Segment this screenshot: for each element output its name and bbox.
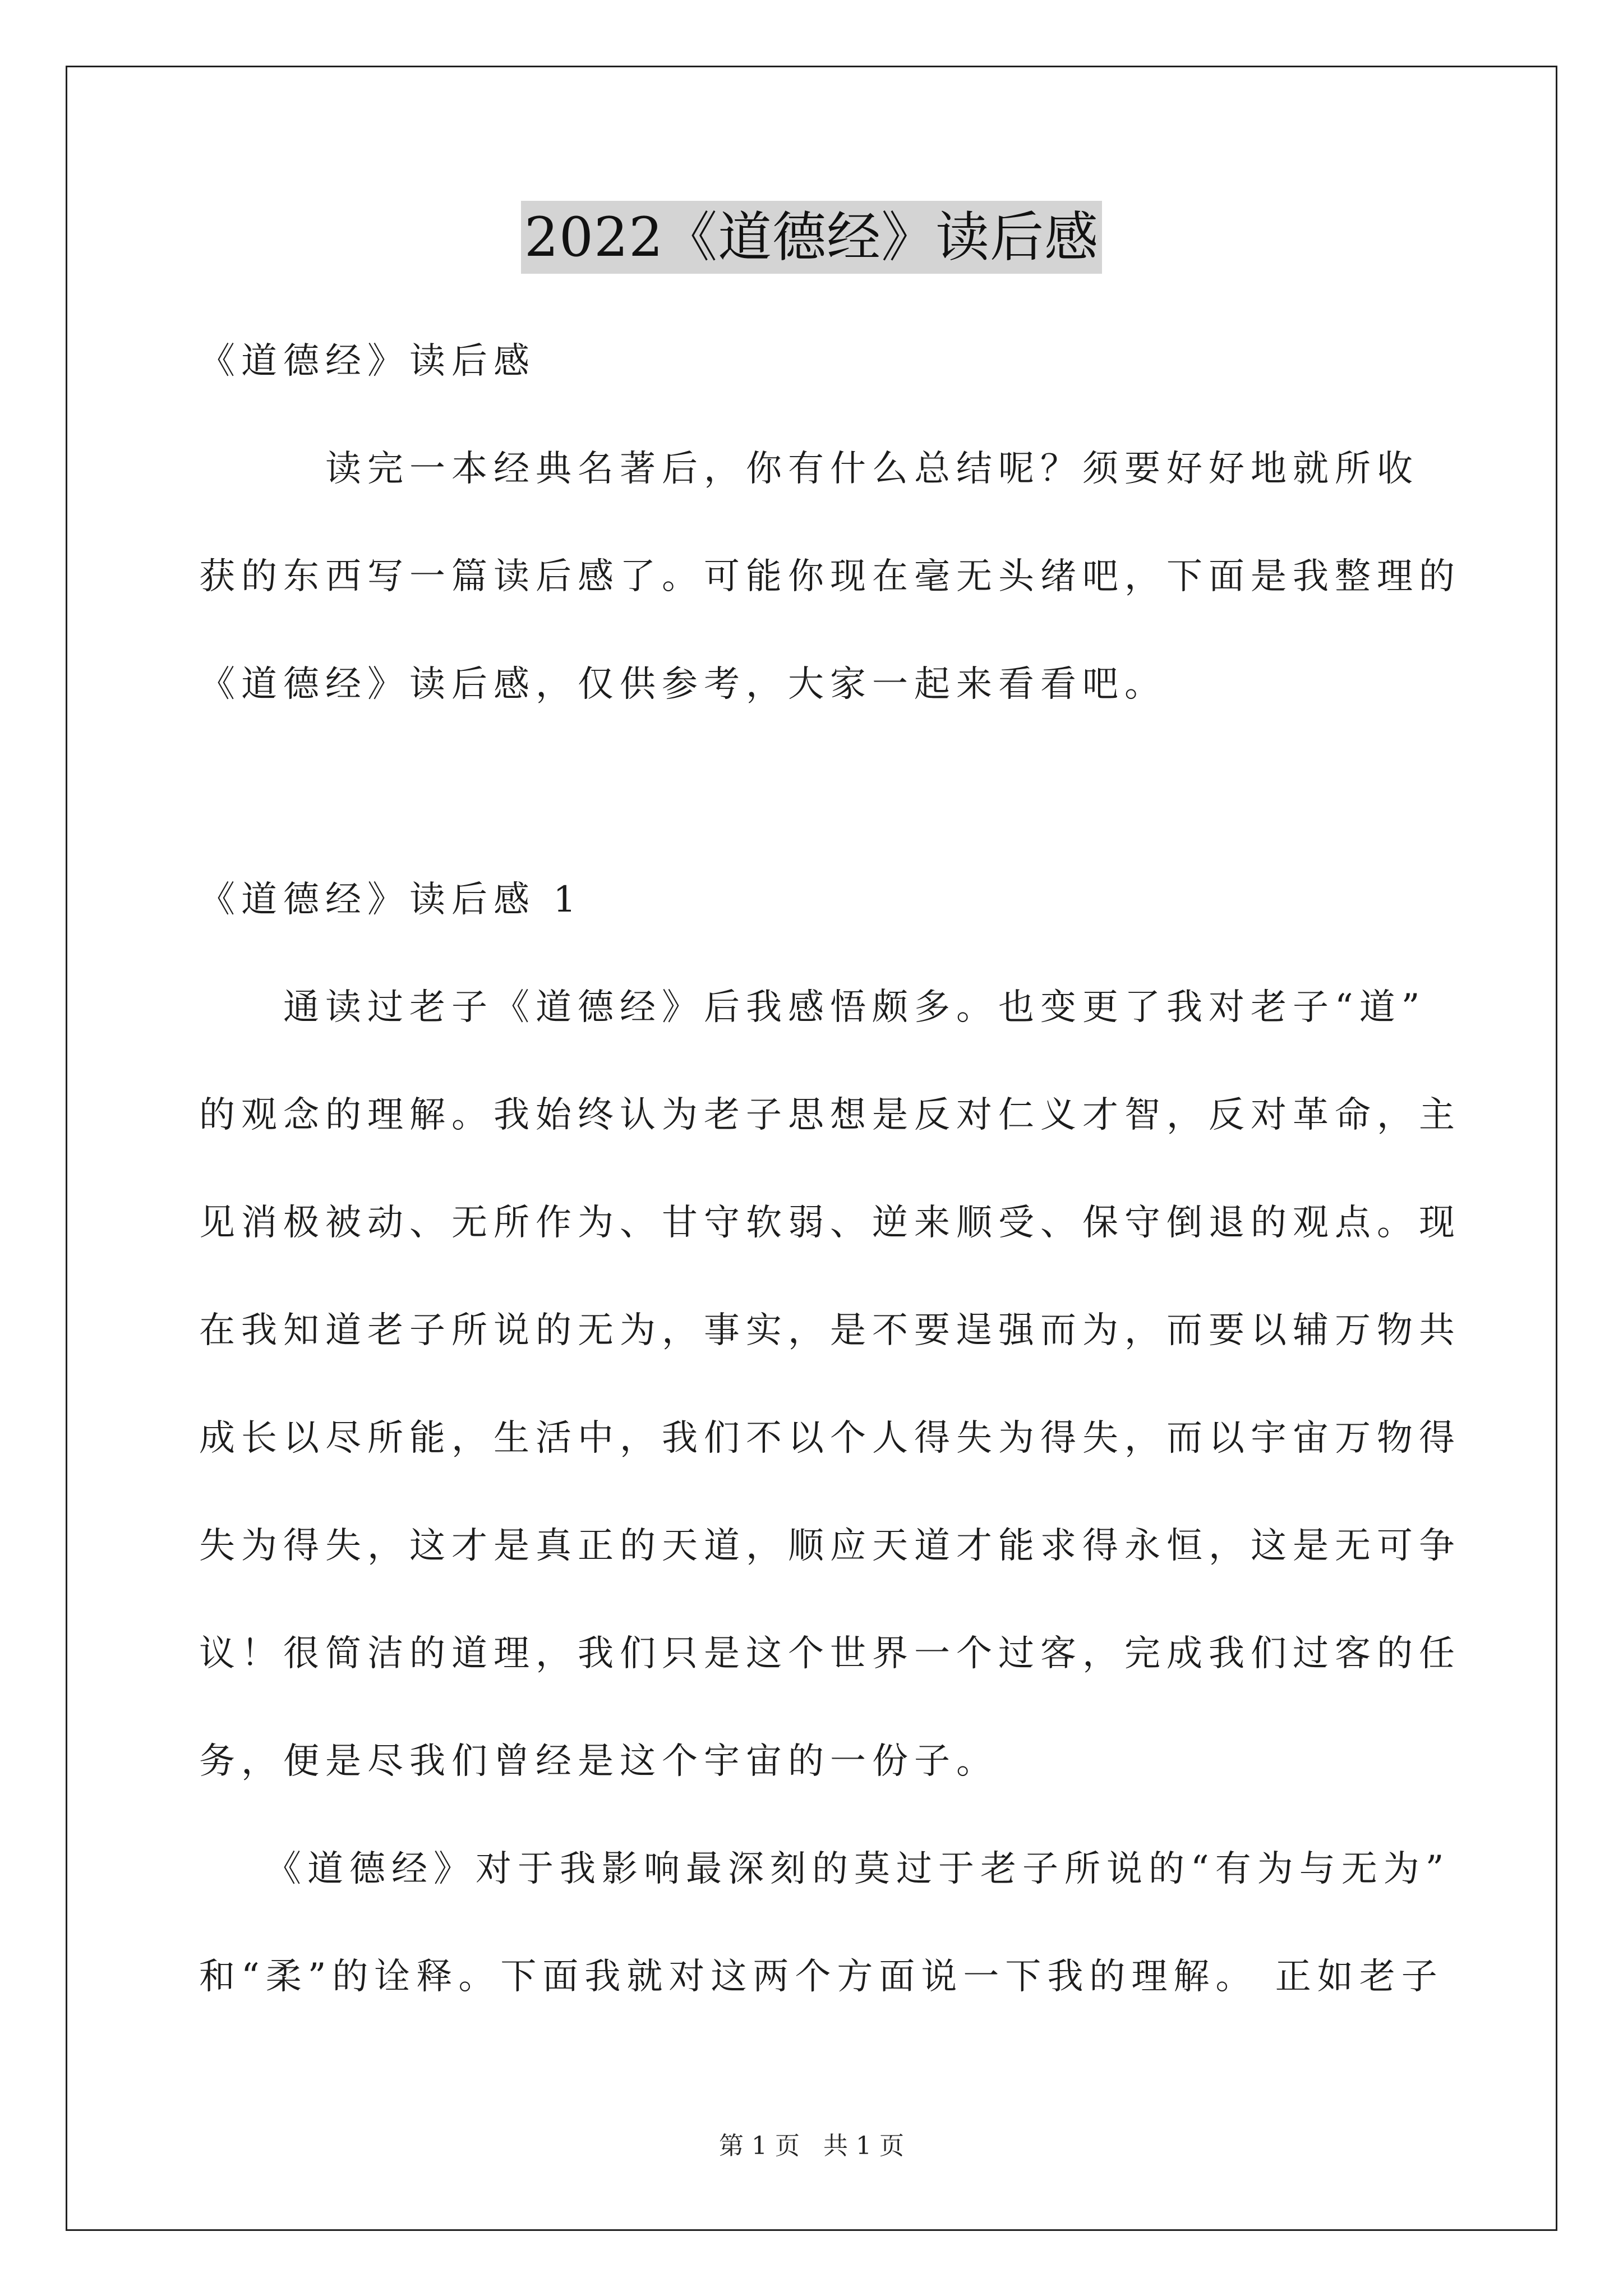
text-line: 和“柔”的诠释。下面我就对这两个方面说一下我的理解。 正如老子 [199,1956,1444,1998]
text-line: 成长以尽所能，生活中，我们不以个人得失为得失，而以宇宙万物得 [199,1418,1461,1459]
page-footer [0,2129,1623,2163]
text-line: 议！很简洁的道理，我们只是这个世界一个过客，完成我们过客的任 [199,1633,1461,1674]
text-line: 《道德经》对于我影响最深刻的莫过于老子所说的“有为与无为” [199,1848,1450,1890]
text-line: 在我知道老子所说的无为，事实，是不要逞强而为，而要以辅万物共 [199,1310,1461,1351]
text-line: 获的东西写一篇读后感了。可能你现在毫无头绪吧，下面是我整理的 [199,556,1461,597]
paragraph-gap [199,738,1433,846]
text-line: 通读过老子《道德经》后我感悟颇多。也变更了我对老子“道” [199,987,1426,1028]
section-heading: 《道德经》读后感 1 [199,879,583,921]
page-number: 第 1 页 [719,2132,800,2160]
page-total: 共 1 页 [823,2132,904,2160]
text-line: 的观念的理解。我始终认为老子思想是反对仁义才智，反对革命，主 [199,1094,1461,1136]
text-line: 读完一本经典名著后，你有什么总结呢？须要好好地就所收 [199,448,1419,490]
document-title: 2022《道德经》读后感 [521,201,1102,274]
text-line: 务，便是尽我们曾经是这个宇宙的一份子。 [199,1741,998,1782]
text-line: 见消极被动、无所作为、甘守软弱、逆来顺受、保守倒退的观点。现 [199,1202,1461,1244]
document-body [199,307,1461,2031]
text-line: 《道德经》读后感 [199,341,536,382]
text-line: 《道德经》读后感，仅供参考，大家一起来看看吧。 [199,664,1166,705]
title-container [0,201,1623,274]
text-line: 失为得失，这才是真正的天道，顺应天道才能求得永恒，这是无可争 [199,1525,1461,1567]
